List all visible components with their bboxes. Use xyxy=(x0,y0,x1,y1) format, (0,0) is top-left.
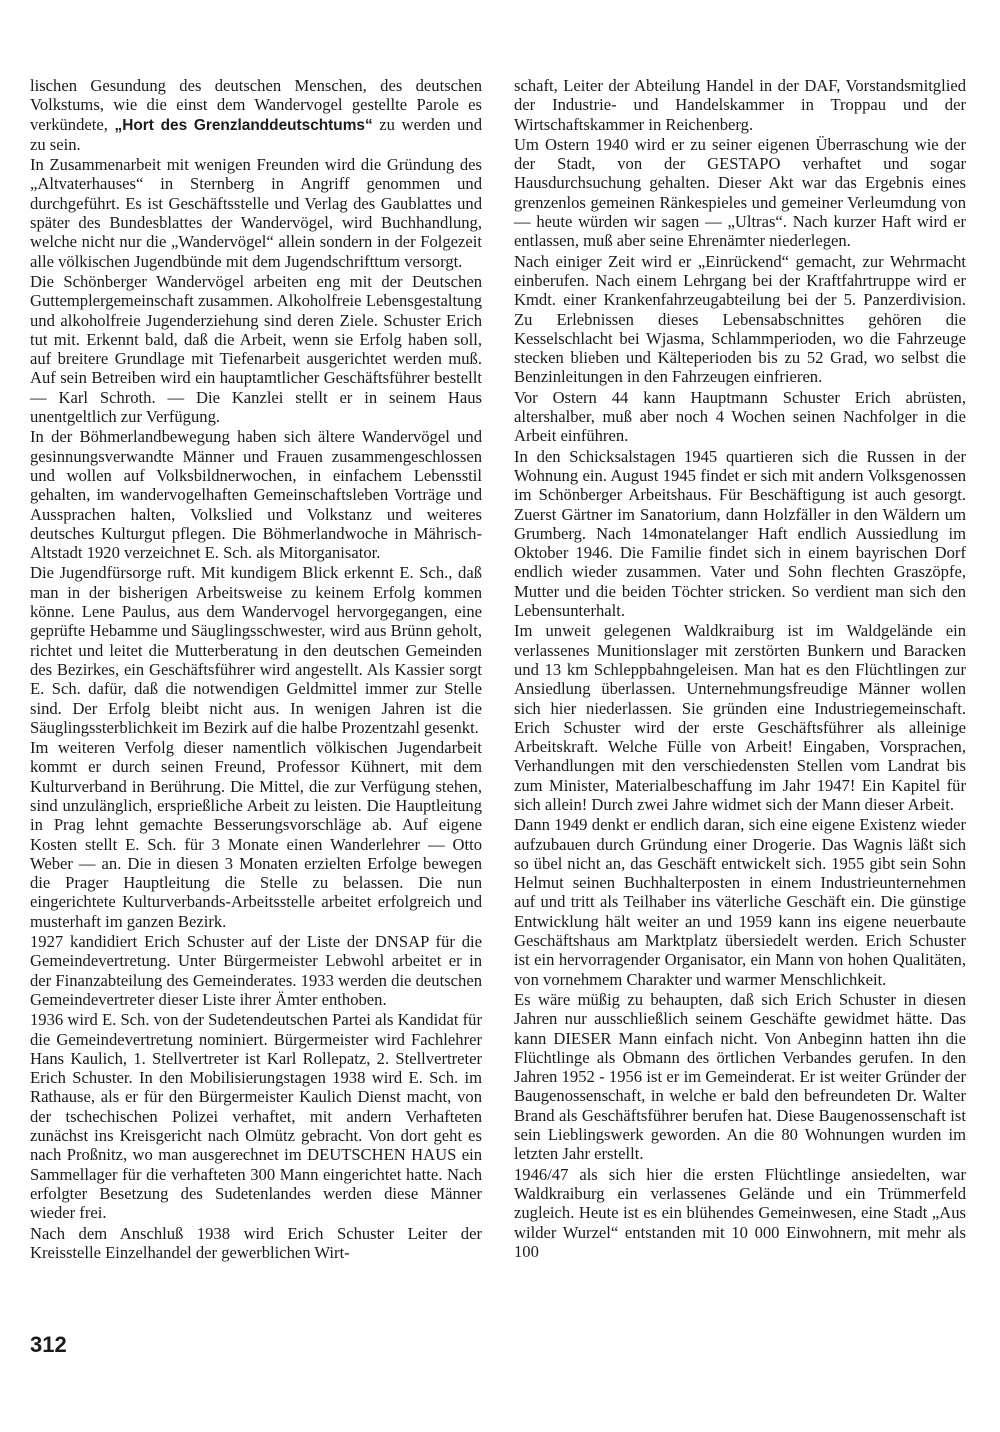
paragraph: In der Böhmerlandbewegung haben sich ältere Wandervögel und gesinnungsverwandte Männer und Frauen zusammengeschlossen und wollen auf Volksbildnerwochen, in einfachem Lebensstil gehalten, im wandervogelhaften Gemeinschaftsleben Vorträge und Aussprachen halten, Volkslied und Volkstanz und weiteres deutsches Kulturgut pflegen. Die Böhmerlandwoche in Mährisch-Altstadt 1920 verzeichnet E. Sch. als Mitorganisator. xyxy=(30,427,482,563)
left-text-column xyxy=(30,76,482,1262)
page-number: 312 xyxy=(30,1332,67,1357)
paragraph: Um Ostern 1940 wird er zu seiner eigenen Überraschung wie der der Stadt, von der GESTAPO verhaftet und sogar Hausdurchsuchung gehalten. Dieser Akt war das Ergebnis eines grenzenlos gemeinen Ränkespieles und gemeiner Verleumdung von — heute würden wir sagen — „Ultras“. Nach kurzer Haft wird er entlassen, muß aber seine Ehrenämter niederlegen. xyxy=(514,134,966,251)
paragraph: schaft, Leiter der Abteilung Handel in der DAF, Vorstandsmitglied der Industrie- und Handelskammer in Troppau und der Wirtschaftskammer in Reichenberg. xyxy=(514,76,966,134)
paragraph: In Zusammenarbeit mit wenigen Freunden wird die Gründung des „Altvaterhauses“ in Sternberg in Angriff genommen und durchgeführt. Es ist Geschäftsstelle und Verlag des Gaublattes und später des Bundesblattes der Wandervögel, wird Buchhandlung, welche nicht nur die „Wandervögel“ allein sondern in der Folgezeit alle völkischen Jugendbünde mit dem Jugendschrifttum versorgt. xyxy=(30,155,482,271)
bold-motto: „Hort des Grenzlanddeutschtums“ xyxy=(114,116,373,134)
paragraph: Nach dem Anschluß 1938 wird Erich Schuster Leiter der Kreisstelle Einzelhandel der gewerblichen Wirt- xyxy=(30,1223,482,1262)
paragraph: 1946/47 als sich hier die ersten Flüchtlinge ansiedelten, war Waldkraiburg ein verlassenes Gelände und ein Trümmerfeld zugleich. Heute ist es ein blühendes Gemeinwesen, eine Stadt „Aus wilder Wurzel“ entstanden mit 10 000 Einwohnern, mit mehr als 100 xyxy=(514,1164,966,1261)
right-text-column xyxy=(514,76,966,1261)
paragraph: 1936 wird E. Sch. von der Sudetendeutschen Partei als Kandidat für die Gemeindevertretung nominiert. Bürgermeister wird Fachlehrer Hans Kaulich, 1. Stellvertreter ist Karl Rollepatz, 2. Stellvertreter Erich Schuster. In den Mobilisierungstagen 1938 wird E. Sch. im Rathause, als er für den Bürgermeister Kaulich Dienst macht, von der tschechischen Polizei verhaftet, mit andern Verhafteten zunächst ins Kreisgericht nach Olmütz gebracht. Von dort geht es nach Proßnitz, wo man ausgerechnet im DEUTSCHEN HAUS ein Sammellager für die verhafteten 300 Mann eingerichtet hatte. Nach erfolgter Besetzung des Sudetenlandes werden diese Männer wieder frei. xyxy=(30,1010,482,1223)
paragraph-text: zu werden und zu sein. xyxy=(30,114,482,154)
paragraph: Im weiteren Verfolg dieser namentlich völkischen Jugendarbeit kommt er durch seinen Freund, Professor Kühnert, mit dem Kulturverband in Berührung. Die Mittel, die zur Verfügung stehen, sind unzulänglich, ersprießliche Arbeit zu leisten. Die Hauptleitung in Prag lehnt gemachte Besserungsvorschläge ab. Auf eigene Kosten stellt E. Sch. für 3 Monate einen Wanderlehrer — Otto Weber — an. Die in diesen 3 Monaten erzielten Erfolge bewegen die Prager Hauptleitung die Stelle zu belassen. Die nun eingerichtete Kulturverbands-Arbeitsstelle arbeitet erfolgreich und musterhaft im ganzen Bezirk. xyxy=(30,738,482,931)
paragraph: Die Schönberger Wandervögel arbeiten eng mit der Deutschen Guttemplergemeinschaft zusammen. Alkoholfreie Lebensgestaltung und alkoholfreie Jugenderziehung sind deren Ziele. Schuster Erich tut mit. Erkennt bald, daß die Arbeit, wenn sie Erfolg haben soll, auf breitere Grundlage mit Tiefenarbeit ausgerichtet werden muß. Auf sein Betreiben wird ein hauptamtlicher Geschäftsführer bestellt — Karl Schroth. — Die Kanzlei stellt er in seinem Haus unentgeltlich zur Verfügung. xyxy=(30,271,482,427)
paragraph: 1927 kandidiert Erich Schuster auf der Liste der DNSAP für die Gemeindevertretung. Unter Bürgermeister Lebwohl arbeitet er in der Finanzabteilung des Gemeinderates. 1933 werden die deutschen Gemeindevertreter dieser Liste ihrer Ämter enthoben. xyxy=(30,932,482,1009)
paragraph-text: lischen Gesundung des deutschen Menschen, des deutschen Volkstums, wie die einst dem Wandervogel gestellte Parole es verkündete, xyxy=(30,76,482,134)
paragraph: Vor Ostern 44 kann Hauptmann Schuster Erich abrüsten, altershalber, muß aber noch 4 Wochen seinen Nachfolger in die Arbeit einführen. xyxy=(514,387,966,446)
paragraph: In den Schicksalstagen 1945 quartieren sich die Russen in der Wohnung ein. August 1945 findet er sich mit andern Volksgenossen im Schönberger Arbeitshaus. Für Beschäftigung ist auch gesorgt. Zuerst Gärtner im Sanatorium, dann Holzfäller in den Wäldern um Grumberg. Nach 14monatelanger Haft endlich Aussiedlung im Oktober 1946. Die Familie findet sich in einem bayrischen Dorf endlich wieder zusammen. Vater und Sohn flechten Graszöpfe, Mutter und die beiden Töchter stricken. So verdient man sich den Lebensunterhalt. xyxy=(514,446,966,621)
paragraph xyxy=(30,76,482,154)
paragraph: Es wäre müßig zu behaupten, daß sich Erich Schuster in diesen Jahren nur ausschließlich seinem Geschäfte gewidmet hätte. Das kann DIESER Mann einfach nicht. Von Anbeginn hatten ihn die Flüchtlinge als Obmann des örtlichen Verbandes gerufen. In den Jahren 1952 - 1956 ist er im Gemeinderat. Er ist weiter Gründer der Baugenossenschaft, in welche er bald den befreundeten Dr. Walter Brand als Geschäftsführer berufen hat. Diese Baugenossenschaft ist sein Lieblingswerk geworden. An die 80 Wohnungen wurden im letzten Jahr erstellt. xyxy=(514,989,966,1164)
paragraph: Im unweit gelegenen Waldkraiburg ist im Waldgelände ein verlassenes Munitionslager mit zerstörten Bunkern und Baracken und 13 km Schleppbahngeleisen. Man hat es den Flüchtlingen zur Ansiedlung überlassen. Unternehmungsfreudige Männer wollen sich hier niederlassen. Sie gründen eine Industriegemeinschaft. Erich Schuster wird der erste Geschäftsführer als alleinige Arbeitskraft. Welche Fülle von Arbeit! Eingaben, Vorsprachen, Verhandlungen mit den verschiedensten Stellen vom Landrat bis zum Minister, Materialbeschaffung im Jahr 1947! Ein Kapitel für sich allein! Durch zwei Jahre widmet sich der Mann dieser Arbeit. xyxy=(514,621,966,814)
paragraph: Die Jugendfürsorge ruft. Mit kundigem Blick erkennt E. Sch., daß man in der bisherigen Arbeitsweise zu keinem Erfolg kommen könne. Lene Paulus, aus dem Wandervogel hervorgegangen, eine geprüfte Hebamme und Säuglingsschwester, wird aus Brünn geholt, richtet und leitet die Mutterberatung in den deutschen Gemeinden des Bezirkes, ein Geschäftsführer wird angestellt. Als Kassier sorgt E. Sch. dafür, daß die notwendigen Geldmittel immer zur Stelle sind. Der Erfolg bleibt nicht aus. In wenigen Jahren ist die Säuglingssterblichkeit im Bezirk auf die halbe Prozentzahl gesenkt. xyxy=(30,563,482,737)
paragraph: Nach einiger Zeit wird er „Einrückend“ gemacht, zur Wehrmacht einberufen. Nach einem Lehrgang bei der Kraftfahrtruppe wird er Kmdt. einer Krankenfahrzeugabteilung bei der 5. Panzerdivision. Zu Erlebnissen dieses Lebensabschnittes gehören die Kesselschlacht bei Wjasma, Schlammperioden, wo die Fahrzeuge stecken blieben und Kälteperioden bis zu 52 Grad, wo selbst die Benzinleitungen in den Fahrzeugen einfrieren. xyxy=(514,251,966,387)
paragraph: Dann 1949 denkt er endlich daran, sich eine eigene Existenz wieder aufzubauen durch Gründung einer Drogerie. Das Wagnis läßt sich so übel nicht an, das Geschäft entwickelt sich. 1955 gibt sein Sohn Helmut seinen Buchhalterposten in einem Industrieunternehmen auf und tritt als Teilhaber ins väterliche Geschäft ein. Die günstige Entwicklung hält weiter an und 1959 kann ins eigene neuerbaute Geschäftshaus am Marktplatz übersiedelt werden. Erich Schuster ist ein hervorragender Organisator, ein Mann von hohen Qualitäten, von vornehmem Charakter und warmer Menschlichkeit. xyxy=(514,815,966,989)
